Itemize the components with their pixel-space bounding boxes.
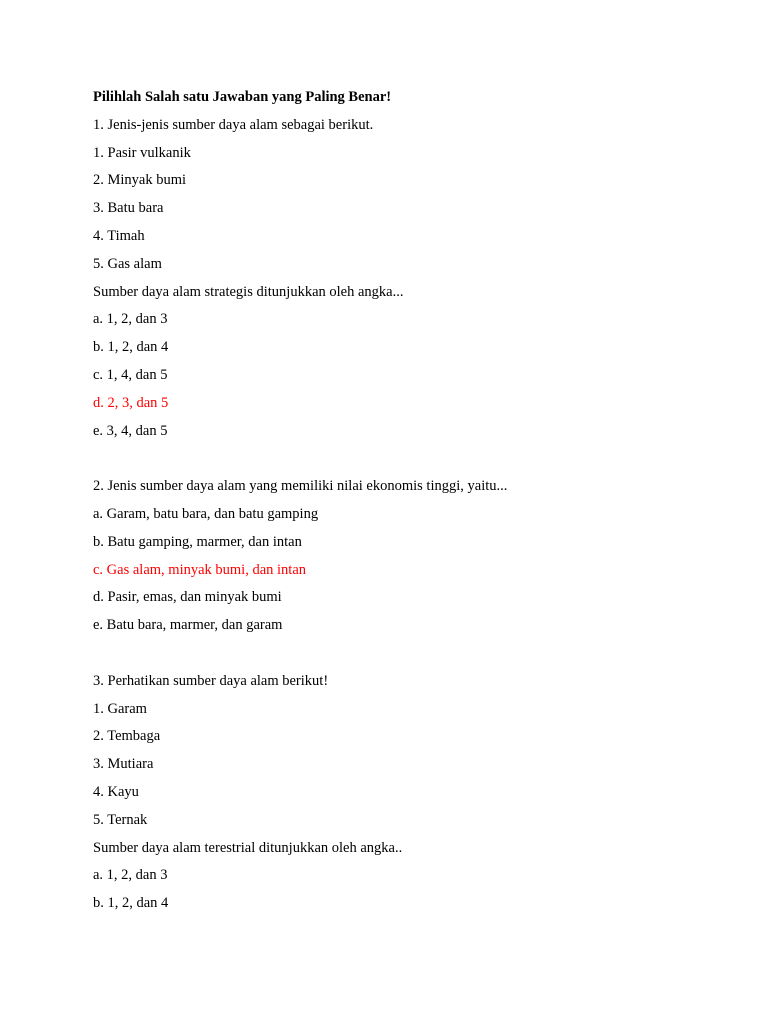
question-prompt: 1. Jenis-jenis sumber daya alam sebagai berikut. — [93, 116, 374, 133]
question-item: 2. Minyak bumi — [93, 172, 187, 189]
answer-option-correct: c. Gas alam, minyak bumi, dan intan — [93, 561, 307, 578]
answer-option: b. 1, 2, dan 4 — [93, 339, 169, 356]
question-item: 5. Ternak — [93, 811, 148, 828]
answer-option: d. Pasir, emas, dan minyak bumi — [93, 589, 282, 606]
question-prompt: 2. Jenis sumber daya alam yang memiliki nilai ekonomis tinggi, yaitu... — [93, 478, 508, 495]
question-item: 1. Pasir vulkanik — [93, 144, 191, 161]
question-block — [93, 473, 713, 640]
answer-option: e. 3, 4, dan 5 — [93, 422, 168, 439]
answer-option: b. Batu gamping, marmer, dan intan — [93, 533, 302, 550]
question-item: 4. Timah — [93, 227, 145, 244]
page-heading: Pilihlah Salah satu Jawaban yang Paling Benar! — [93, 89, 392, 105]
answer-option: a. 1, 2, dan 3 — [93, 867, 168, 884]
question-stem: Sumber daya alam strategis ditunjukkan oleh angka... — [93, 283, 404, 300]
question-item: 5. Gas alam — [93, 255, 162, 272]
document-page — [93, 84, 713, 918]
answer-option: a. 1, 2, dan 3 — [93, 311, 168, 328]
question-stem: Sumber daya alam terestrial ditunjukkan oleh angka.. — [93, 839, 403, 856]
question-list — [93, 112, 713, 918]
answer-option-correct: d. 2, 3, dan 5 — [93, 394, 169, 411]
question-item: 2. Tembaga — [93, 728, 161, 745]
question-block — [93, 668, 713, 918]
answer-option: c. 1, 4, dan 5 — [93, 366, 168, 383]
question-block — [93, 112, 713, 446]
question-item: 3. Batu bara — [93, 200, 164, 217]
answer-option: a. Garam, batu bara, dan batu gamping — [93, 505, 319, 522]
answer-option: b. 1, 2, dan 4 — [93, 895, 169, 912]
question-spacer — [93, 445, 713, 473]
question-prompt: 3. Perhatikan sumber daya alam berikut! — [93, 672, 329, 689]
question-item: 1. Garam — [93, 700, 147, 717]
question-spacer — [93, 640, 713, 668]
question-item: 4. Kayu — [93, 783, 139, 800]
question-item: 3. Mutiara — [93, 756, 154, 773]
answer-option: e. Batu bara, marmer, dan garam — [93, 617, 283, 634]
